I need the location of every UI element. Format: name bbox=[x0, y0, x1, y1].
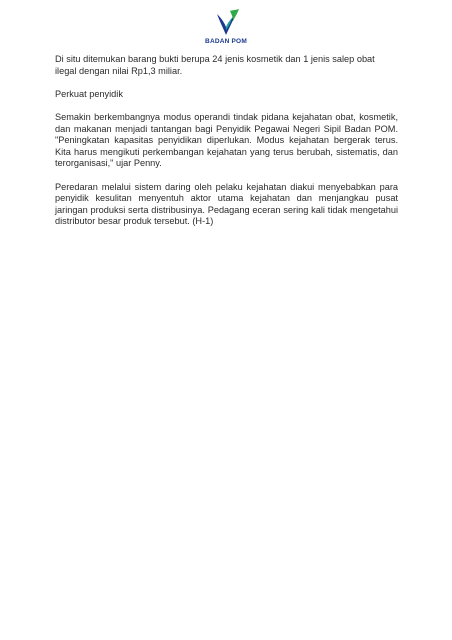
paragraph-evidence: Di situ ditemukan barang bukti berupa 24 jenis kosmetik dan 1 jenis salep obat ilegal dengan nilai Rp1,3 miliar. bbox=[55, 54, 375, 76]
paragraph-online-distribution: Peredaran melalui sistem daring oleh pelaku kejahatan diakui menyebabkan para penyidik kesulitan menyentuh aktor utama kejahatan dan menjangkau pusat jaringan produksi serta distribusinya. Pedagang eceran sering kali tidak mengetahui distributor besar produk tersebut. (H-1) bbox=[55, 181, 398, 227]
section-heading: Perkuat penyidik bbox=[55, 88, 123, 99]
article-body bbox=[55, 54, 398, 240]
logo-wordmark: BADAN POM bbox=[205, 38, 247, 45]
badan-pom-emblem-icon bbox=[211, 8, 241, 38]
paragraph-investigators: Semakin berkembangnya modus operandi tindak pidana kejahatan obat, kosmetik, dan makanan menjadi tantangan bagi Penyidik Pegawai Negeri Sipil Badan POM. "Peningkatan kapasitas penyidikan diperlukan. Modus kejahatan bergerak terus. Kita harus mengikuti perkembangan kejahatan yang terus berubah, sistematis, dan terorganisasi," ujar Penny. bbox=[55, 111, 398, 169]
badan-pom-logo bbox=[203, 8, 249, 50]
